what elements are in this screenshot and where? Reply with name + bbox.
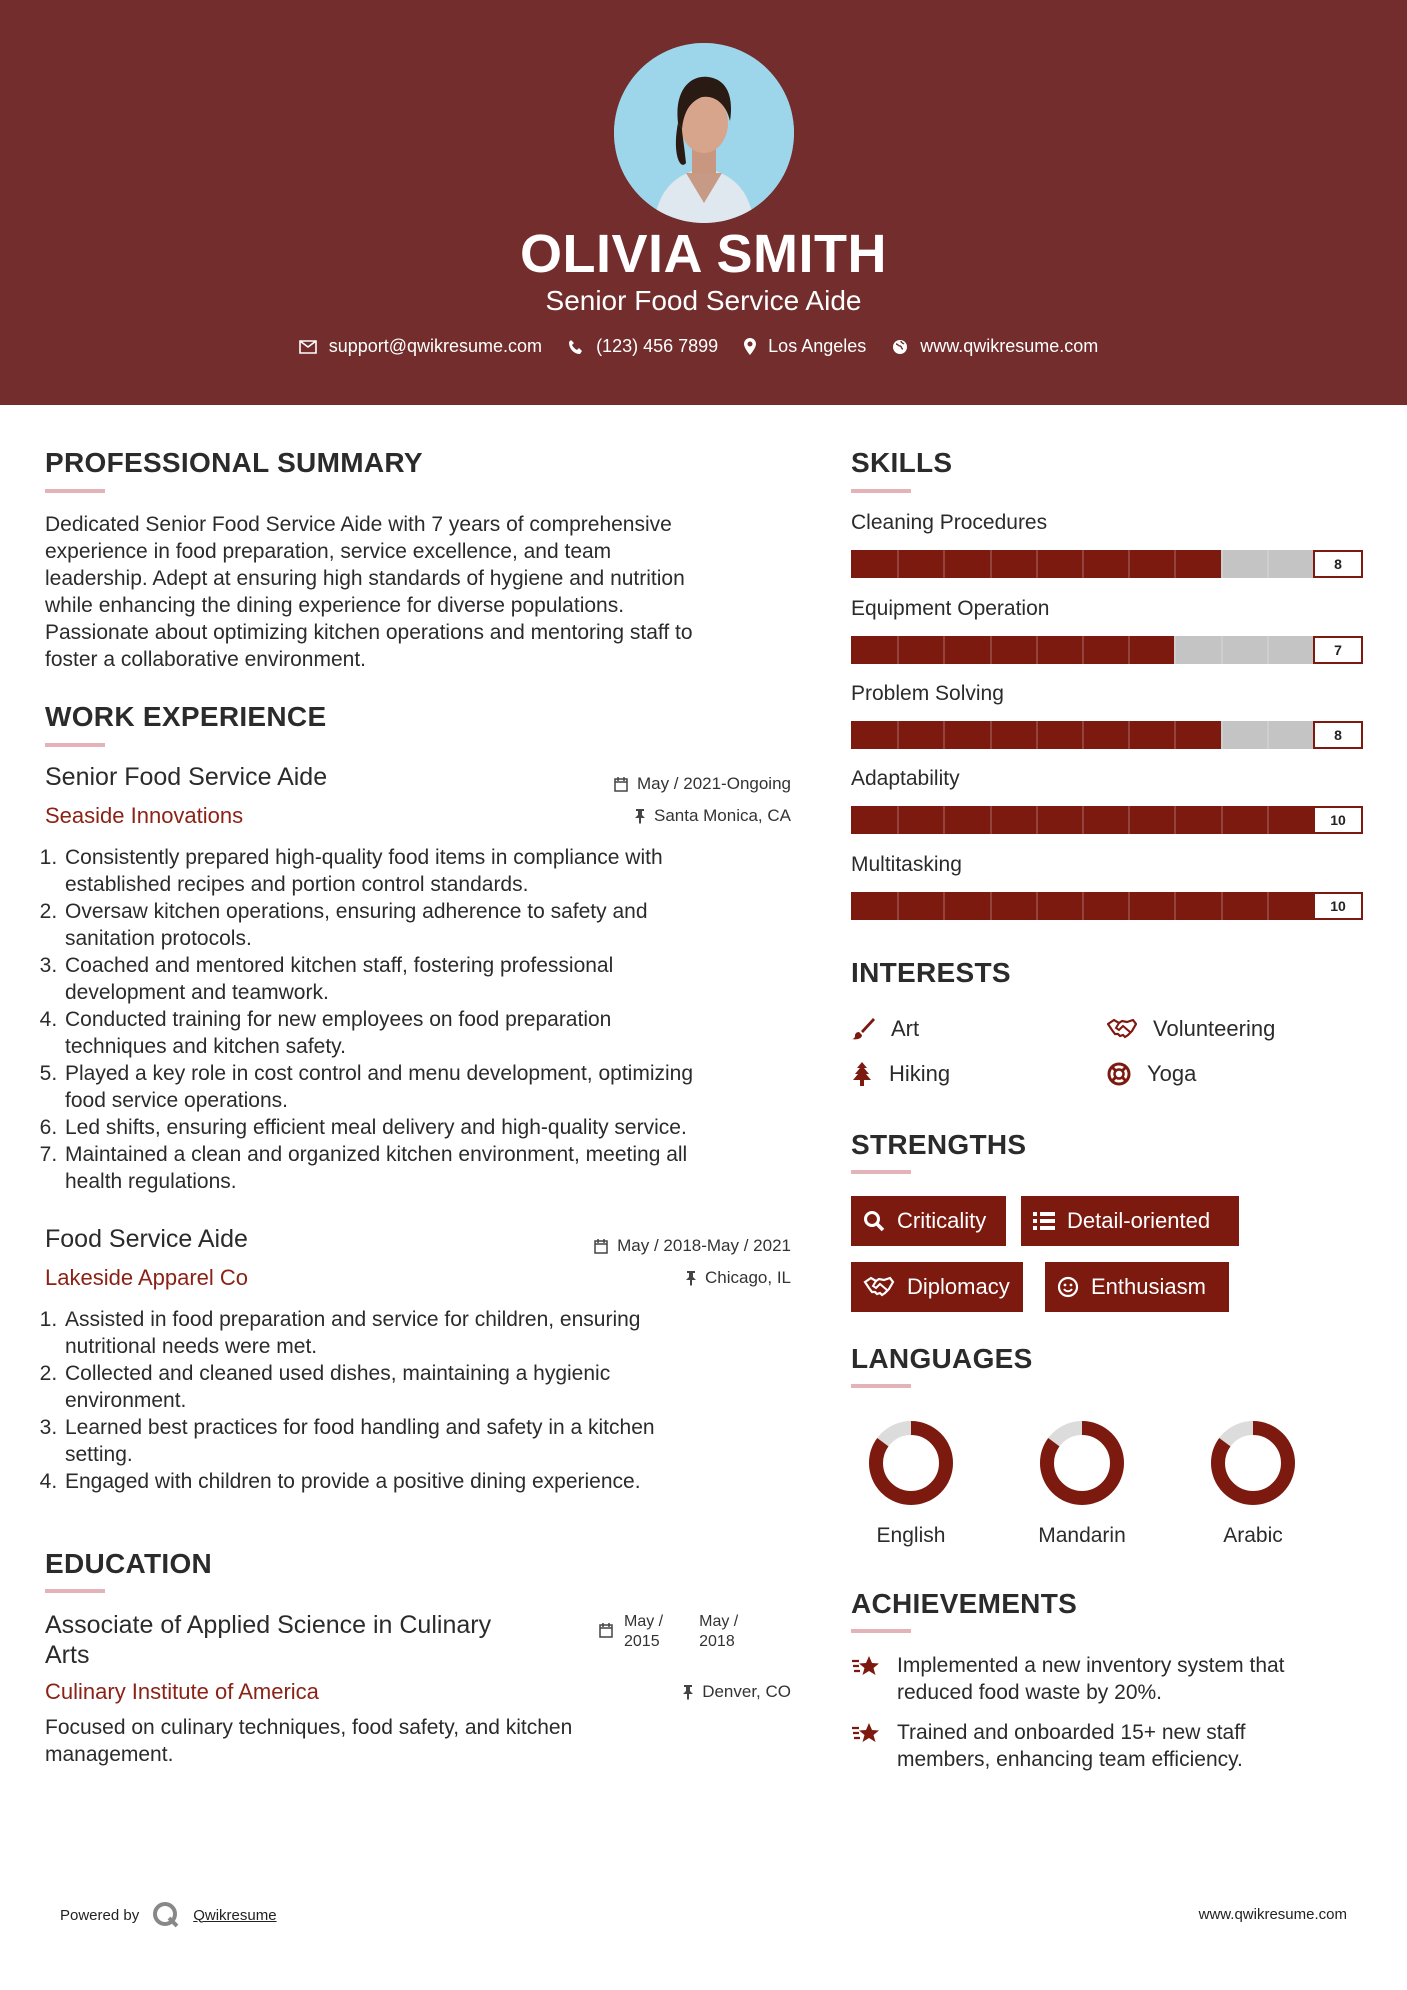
list-item: 5. Played a key role in cost control and menu development, optimizing food service operations. (63, 1060, 813, 1114)
skill-segment-divider (1082, 892, 1084, 920)
skill-segment-divider (943, 806, 945, 834)
interest-label: Art (891, 1016, 920, 1041)
qwikresume-logo-icon (151, 1900, 181, 1930)
degree-line: Arts (45, 1641, 90, 1669)
job-bullets (45, 844, 813, 1195)
job-dates-text: May / 2021-Ongoing (636, 774, 791, 793)
language-proficiency-ring (1208, 1418, 1298, 1508)
education-location (480, 1682, 791, 1702)
summary-rule (45, 489, 105, 493)
handshake-icon (863, 1276, 895, 1298)
interest-item (1107, 1061, 1196, 1087)
language-proficiency-ring (1037, 1418, 1127, 1508)
skill-name: Cleaning Procedures (851, 511, 1048, 534)
skill-segment-divider (1221, 721, 1223, 749)
job-location (480, 1268, 791, 1288)
skill-segment-divider (1128, 550, 1130, 578)
contact-location (744, 336, 866, 357)
tree-icon (851, 1062, 873, 1086)
skill-segment-divider (1128, 636, 1130, 664)
calendar-icon (598, 1622, 614, 1638)
list-item: 4. Engaged with children to provide a positive dining experience. (63, 1468, 813, 1495)
footer-website[interactable]: www.qwikresume.com (1198, 1906, 1347, 1923)
achievement-text: Implemented a new inventory system that reduced food waste by 20%. (897, 1654, 1285, 1704)
skill-segment-divider (1128, 806, 1130, 834)
job-dates-text: May / 2018-May / 2021 (617, 1236, 791, 1255)
job-company: Seaside Innovations (45, 803, 244, 828)
strength-tag (1021, 1196, 1239, 1246)
interest-label: Volunteering (1153, 1016, 1276, 1041)
map-pin-icon (744, 338, 756, 355)
language-label: Mandarin (1038, 1524, 1126, 1547)
skill-level-value: 10 (1313, 806, 1363, 834)
skill-segment-divider (1221, 806, 1223, 834)
skill-segment-divider (943, 721, 945, 749)
skill-segment-divider (897, 550, 899, 578)
skill-bar (851, 636, 1363, 664)
interest-label: Hiking (889, 1061, 951, 1086)
contact-email[interactable] (299, 336, 542, 357)
star-award-icon (851, 1721, 883, 1747)
school-name: Culinary Institute of America (45, 1679, 319, 1704)
language-label: English (876, 1524, 946, 1547)
skill-segment-divider (1082, 806, 1084, 834)
skill-segment-divider (1036, 721, 1038, 749)
skill-segment-divider (943, 892, 945, 920)
languages-heading: LANGUAGES (851, 1343, 1033, 1374)
skill-segment-divider (1174, 721, 1176, 749)
list-item: 7. Maintained a clean and organized kitchen environment, meeting all health regulations. (63, 1141, 813, 1195)
list-item: 6. Led shifts, ensuring efficient meal delivery and high-quality service. (63, 1114, 813, 1141)
contact-phone[interactable] (568, 336, 718, 357)
skill-segment-divider (990, 550, 992, 578)
list-item: 1. Assisted in food preparation and service for children, ensuring nutritional needs were met. (63, 1306, 813, 1360)
skill-segment-divider (897, 721, 899, 749)
experience-rule (45, 743, 105, 747)
calendar-icon (593, 1238, 609, 1254)
skill-segment-divider (943, 636, 945, 664)
job-location-text: Chicago, IL (705, 1268, 791, 1287)
strength-label: Diplomacy (907, 1274, 1010, 1299)
location-text: Los Angeles (768, 336, 867, 356)
brand-link[interactable]: Qwikresume (193, 1906, 277, 1924)
degree-title (45, 1610, 565, 1670)
list-icon (1033, 1211, 1055, 1231)
skill-level-fill (851, 892, 1363, 920)
skill-segment-divider (990, 636, 992, 664)
phone-icon (568, 339, 584, 355)
summary-line: Dedicated Senior Food Service Aide with 7 years of comprehensive (45, 513, 672, 536)
skill-segment-divider (1036, 892, 1038, 920)
profile-photo (614, 43, 794, 223)
skill-segment-divider (1082, 550, 1084, 578)
skill-bar (851, 806, 1363, 834)
strength-tag (851, 1262, 1023, 1312)
education-start: May / 2015 (624, 1613, 664, 1650)
skill-segment-divider (1082, 636, 1084, 664)
skill-segment-divider (990, 806, 992, 834)
job-dates (480, 1236, 791, 1256)
education-heading: EDUCATION (45, 1548, 213, 1579)
skill-level-value: 8 (1313, 550, 1363, 578)
achievement-item (851, 1719, 1371, 1773)
skill-level-fill (851, 636, 1174, 664)
skill-segment-divider (1221, 892, 1223, 920)
website-text: www.qwikresume.com (920, 336, 1099, 356)
skill-segment-divider (1128, 721, 1130, 749)
globe-icon (892, 339, 908, 355)
summary-text (45, 511, 805, 673)
pin-icon (685, 1270, 697, 1286)
strengths-rule (851, 1170, 911, 1174)
list-item: 4. Conducted training for new employees on food preparation techniques and kitchen safety. (63, 1006, 813, 1060)
interest-item (851, 1016, 919, 1042)
email-text: support@qwikresume.com (328, 336, 543, 356)
skill-segment-divider (1174, 892, 1176, 920)
skill-segment-divider (1267, 892, 1269, 920)
job-company: Lakeside Apparel Co (45, 1265, 249, 1290)
list-item: 2. Oversaw kitchen operations, ensuring adherence to safety and sanitation protocols. (63, 898, 813, 952)
handshake-icon (1107, 1018, 1137, 1040)
skill-segment-divider (897, 806, 899, 834)
skill-segment-divider (1174, 636, 1176, 664)
job-title: Food Service Aide (45, 1225, 248, 1253)
strength-label: Detail-oriented (1067, 1208, 1211, 1233)
skill-segment-divider (1036, 806, 1038, 834)
pin-icon (634, 808, 646, 824)
summary-line: Passionate about optimizing kitchen operations and mentoring staff to (45, 621, 693, 644)
achievements-rule (851, 1629, 911, 1633)
skill-segment-divider (1082, 721, 1084, 749)
education-description: Focused on culinary techniques, food safety, and kitchen management. (45, 1716, 573, 1766)
interest-item (1107, 1016, 1275, 1042)
achievements-heading: ACHIEVEMENTS (851, 1588, 1078, 1619)
calendar-icon (613, 776, 629, 792)
language-proficiency-ring (866, 1418, 956, 1508)
education-rule (45, 1589, 105, 1593)
skill-name: Equipment Operation (851, 597, 1050, 620)
skills-heading: SKILLS (851, 447, 953, 478)
strength-label: Criticality (897, 1208, 987, 1233)
strengths-heading: STRENGTHS (851, 1129, 1027, 1160)
skill-segment-divider (897, 892, 899, 920)
candidate-title: Senior Food Service Aide (545, 285, 862, 316)
job-location-text: Santa Monica, CA (653, 806, 791, 825)
skill-level-value: 10 (1313, 892, 1363, 920)
skill-bar (851, 721, 1363, 749)
education-end: May / 2018 (699, 1613, 739, 1650)
skill-segment-divider (1221, 636, 1223, 664)
star-award-icon (851, 1654, 883, 1680)
skill-segment-divider (1128, 892, 1130, 920)
skill-level-value: 8 (1313, 721, 1363, 749)
skill-bar (851, 892, 1363, 920)
skill-segment-divider (1036, 550, 1038, 578)
skill-segment-divider (1267, 806, 1269, 834)
list-item: 3. Coached and mentored kitchen staff, fostering professional development and teamwork. (63, 952, 813, 1006)
interest-item (851, 1061, 950, 1087)
header-banner (0, 0, 1407, 405)
phone-text: (123) 456 7899 (596, 336, 719, 356)
languages-rule (851, 1384, 911, 1388)
achievement-text: Trained and onboarded 15+ new staff members, enhancing team efficiency. (897, 1721, 1246, 1771)
job-title: Senior Food Service Aide (45, 763, 328, 791)
list-item: 3. Learned best practices for food handling and safety in a kitchen setting. (63, 1414, 813, 1468)
list-item: 1. Consistently prepared high-quality food items in compliance with established recipes and portion control standards. (63, 844, 813, 898)
summary-line: experience in food preparation, service excellence, and team (45, 540, 612, 563)
interests-heading: INTERESTS (851, 957, 1011, 988)
education-location-text: Denver, CO (702, 1682, 791, 1701)
skill-segment-divider (1174, 806, 1176, 834)
contact-bar (0, 336, 1407, 357)
achievement-item (851, 1652, 1371, 1706)
skill-level-value: 7 (1313, 636, 1363, 664)
skill-segment-divider (1036, 636, 1038, 664)
skill-name: Multitasking (851, 853, 962, 876)
job-location (480, 806, 791, 826)
strength-tag (1045, 1262, 1229, 1312)
powered-by-text: Powered by (60, 1906, 140, 1924)
summary-line: leadership. Adept at ensuring high standards of hygiene and nutrition (45, 567, 685, 590)
job-dates (480, 774, 791, 794)
summary-line: while enhancing the dining experience for diverse populations. (45, 594, 625, 617)
skill-segment-divider (1174, 550, 1176, 578)
skill-segment-divider (990, 892, 992, 920)
summary-line: foster a collaborative environment. (45, 648, 366, 671)
contact-website[interactable] (892, 336, 1098, 357)
skill-segment-divider (1267, 721, 1269, 749)
skill-segment-divider (1267, 636, 1269, 664)
skill-segment-divider (897, 636, 899, 664)
footer-powered-by (60, 1900, 277, 1930)
smile-icon (1057, 1276, 1079, 1298)
strength-tag (851, 1196, 1006, 1246)
skill-segment-divider (943, 550, 945, 578)
skill-segment-divider (990, 721, 992, 749)
paintbrush-icon (851, 1017, 875, 1041)
pin-icon (682, 1684, 694, 1700)
skill-bar (851, 550, 1363, 578)
skill-name: Adaptability (851, 767, 960, 790)
skill-level-fill (851, 806, 1363, 834)
skill-segment-divider (1221, 550, 1223, 578)
envelope-icon (299, 340, 317, 354)
summary-heading: PROFESSIONAL SUMMARY (45, 447, 423, 478)
language-label: Arabic (1223, 1524, 1283, 1547)
job-bullets (45, 1306, 813, 1495)
skill-segment-divider (1267, 550, 1269, 578)
lifebuoy-icon (1107, 1062, 1131, 1086)
list-item: 2. Collected and cleaned used dishes, maintaining a hygienic environment. (63, 1360, 813, 1414)
experience-heading: WORK EXPERIENCE (45, 701, 327, 732)
degree-line: Associate of Applied Science in Culinary (45, 1611, 492, 1639)
candidate-name: OLIVIA SMITH (520, 224, 887, 284)
search-icon (863, 1210, 885, 1232)
skill-name: Problem Solving (851, 682, 1004, 705)
education-dates (598, 1612, 738, 1652)
skills-rule (851, 489, 911, 493)
interest-label: Yoga (1147, 1061, 1197, 1086)
strength-label: Enthusiasm (1091, 1274, 1206, 1299)
